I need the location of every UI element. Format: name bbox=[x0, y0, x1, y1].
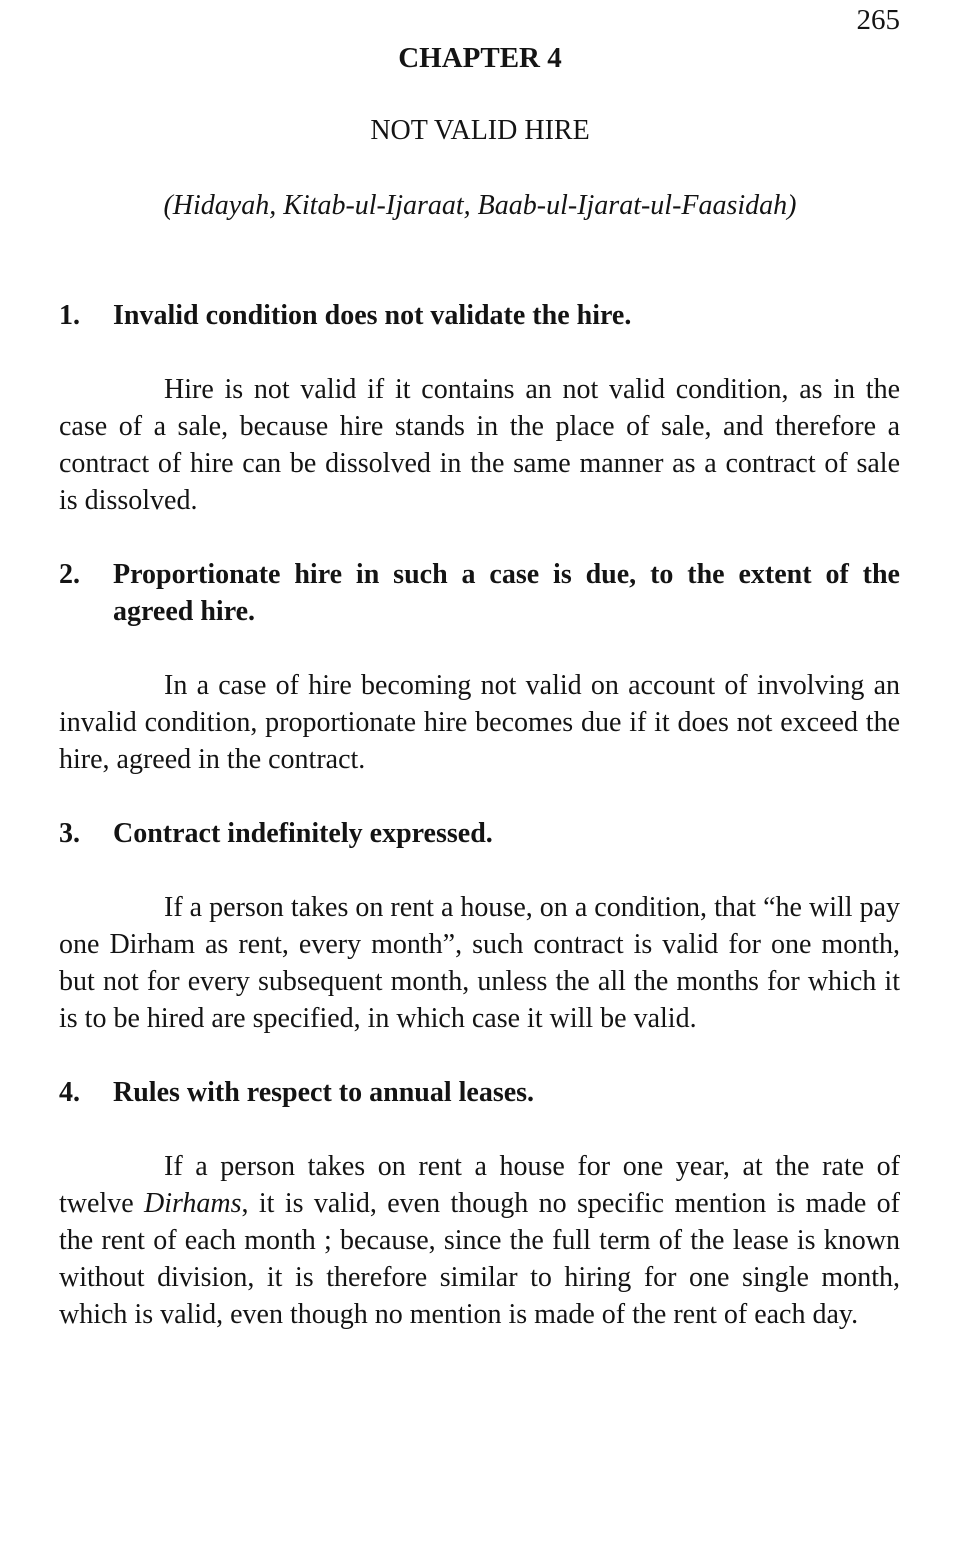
rule-heading-text: Proportionate hire in such a case is due, to the extent of the agreed hire. bbox=[113, 559, 900, 627]
rule-heading-1 bbox=[59, 297, 900, 334]
rule-heading-2 bbox=[59, 556, 900, 630]
rule-body-text: , it is valid, even though no specific mention is made of the rent of each month ; because, since the full term of the lease is known without division, it is therefore similar to hiring for one single month, which is valid, even though no mention is made of the rent of each day. bbox=[59, 1188, 900, 1330]
page-content bbox=[59, 297, 900, 1370]
rule-heading-3 bbox=[59, 815, 900, 852]
rule-number: 2. bbox=[59, 559, 80, 590]
rule-body-2: In a case of hire becoming not valid on account of involving an invalid condition, proportionate hire becomes due if it does not exceed the hire, agreed in the contract. bbox=[59, 670, 900, 775]
rule-body-text: If a person takes on rent a house for one year, at the rate of twelve bbox=[59, 1151, 900, 1219]
source-reference: (Hidayah, Kitab-ul-Ijaraat, Baab-ul-Ijarat-ul-Faasidah) bbox=[163, 190, 797, 221]
rule-heading-4 bbox=[59, 1074, 900, 1111]
rule-number: 1. bbox=[59, 300, 80, 331]
rule-body-3: If a person takes on rent a house, on a condition, that “he will pay one Dirham as rent, every month”, such contract is valid for one month, but not for every subsequent month, unless the all the months for which it is to be hired are specified, in which case it will be valid. bbox=[59, 892, 900, 1034]
rule-number: 4. bbox=[59, 1077, 80, 1108]
rule-heading-text: Contract indefinitely expressed. bbox=[113, 818, 493, 849]
chapter-title: CHAPTER 4 bbox=[398, 42, 562, 74]
rule-number: 3. bbox=[59, 818, 80, 849]
rule-body-1: Hire is not valid if it contains an not valid condition, as in the case of a sale, because hire stands in the place of sale, and therefore a contract of hire can be dissolved in the same manner as a contract of sale is dissolved. bbox=[59, 374, 900, 516]
rule-heading-text: Rules with respect to annual leases. bbox=[113, 1077, 535, 1108]
section-title: NOT VALID HIRE bbox=[370, 115, 590, 146]
rule-body-italic: Dirhams bbox=[144, 1188, 242, 1219]
rule-body-4 bbox=[59, 1148, 900, 1333]
page-number: 265 bbox=[856, 4, 900, 36]
rule-heading-text: Invalid condition does not validate the hire. bbox=[113, 300, 632, 331]
